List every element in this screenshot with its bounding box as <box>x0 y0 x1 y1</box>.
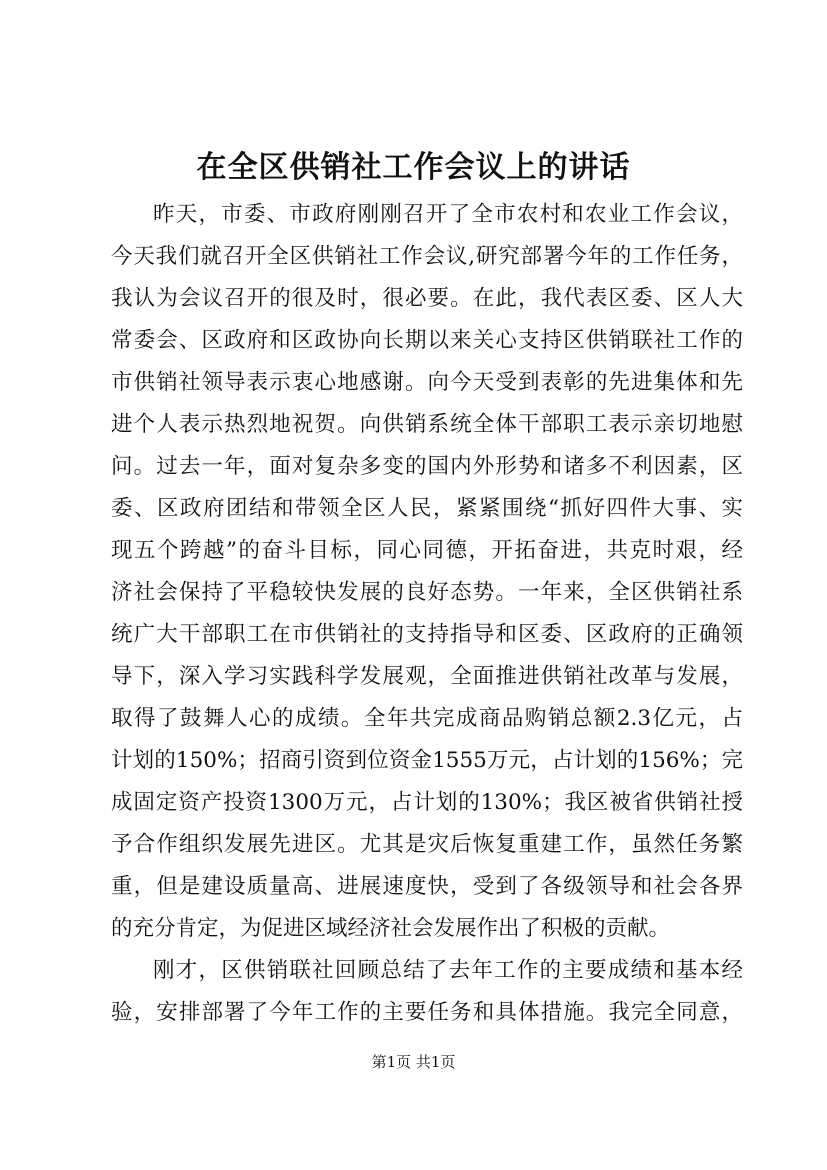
paragraph-line: 现五个跨越”的奋斗目标，同心同德，开拓奋进，共克时艰，经 <box>111 538 743 563</box>
paragraph-line: 予合作组织发展先进区。尤其是灾后恢复重建工作，虽然任务繁 <box>111 832 743 857</box>
paragraph-line: 济社会保持了平稳较快发展的良好态势。一年来，全区供销社系 <box>111 580 743 605</box>
paragraph-line: 刚才，区供销联社回顾总结了去年工作的主要成绩和基本经 <box>153 958 743 983</box>
paragraph-line: 取得了鼓舞人心的成绩。全年共完成商品购销总额2.3亿元，占 <box>111 706 743 731</box>
paragraph-line: 统广大干部职工在市供销社的支持指导和区委、区政府的正确领 <box>111 622 743 647</box>
paragraph-line: 市供销社领导表示衷心地感谢。向今天受到表彰的先进集体和先 <box>111 370 743 395</box>
paragraph-line: 常委会、区政府和区政协向长期以来关心支持区供销联社工作的 <box>111 328 743 353</box>
paragraph-line: 导下，深入学习实践科学发展观，全面推进供销社改革与发展， <box>111 664 743 689</box>
paragraph-line: 验，安排部署了今年工作的主要任务和具体措施。我完全同意， <box>111 1000 743 1025</box>
paragraph-line: 我认为会议召开的很及时，很必要。在此，我代表区委、区人大 <box>111 286 743 311</box>
document-title: 在全区供销社工作会议上的讲话 <box>196 150 631 185</box>
paragraph-line: 计划的150%；招商引资到位资金1555万元，占计划的156%；完 <box>111 748 743 773</box>
paragraph-line: 今天我们就召开全区供销社工作会议,研究部署今年的工作任务， <box>111 244 743 269</box>
paragraph-line: 委、区政府团结和带领全区人民，紧紧围绕“抓好四件大事、实 <box>111 496 743 521</box>
paragraph-line: 问。过去一年，面对复杂多变的国内外形势和诸多不利因素，区 <box>111 454 743 479</box>
paragraph-line: 昨天，市委、市政府刚刚召开了全市农村和农业工作会议， <box>153 202 743 227</box>
paragraph-line: 进个人表示热烈地祝贺。向供销系统全体干部职工表示亲切地慰 <box>111 412 743 437</box>
paragraph-line: 重，但是建设质量高、进展速度快，受到了各级领导和社会各界 <box>111 874 743 899</box>
document-body <box>111 194 743 1034</box>
paragraph-line: 的充分肯定，为促进区域经济社会发展作出了积极的贡献。 <box>111 916 671 941</box>
paragraph-line: 成固定资产投资1300万元，占计划的130%；我区被省供销社授 <box>111 790 743 815</box>
page-footer: 第1页 共1页 <box>371 1053 456 1071</box>
